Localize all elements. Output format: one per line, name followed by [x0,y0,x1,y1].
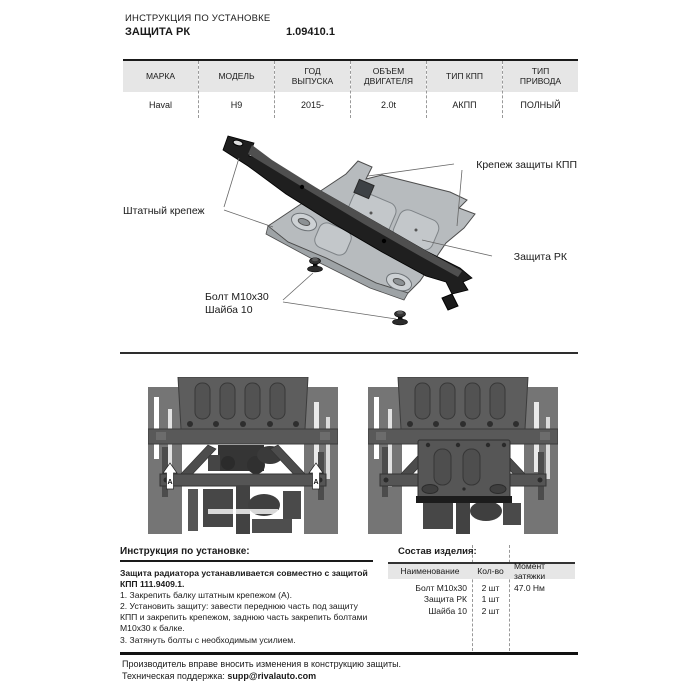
label-kpp-mount: Крепеж защиты КПП [476,159,577,171]
label-washer: Шайба 10 [205,304,253,316]
part-number: 1.09410.1 [286,26,335,38]
bolt-washer-2 [393,311,408,325]
spec-header: ТИП ПРИВОДА [503,61,578,92]
photo-undercarriage-after [368,377,558,534]
installation-instructions [120,546,373,646]
footer-disclaimer: Производитель вправе вносить изменения в конструкцию защиты. [122,659,402,669]
parts-table-header [388,561,575,581]
spec-value: 2015- [300,100,325,110]
label-stock-mount: Штатный крепеж [123,205,205,217]
support-email: supp@rivalauto.com [227,671,317,681]
spec-header: ТИП КПП [427,61,502,92]
instruction-step: 3. Затянуть болты с необходимым усилием. [120,634,296,645]
product-title: ЗАЩИТА РК [125,26,191,38]
spec-value: 2.0t [380,100,396,110]
parts-row: Шайба 10 2 шт [428,605,500,616]
instructions-intro: Защита радиатора устанавливается совместно с защитой КПП 111.9409.1. [120,567,368,589]
spec-col-engine [351,61,427,118]
installed-rk-guard [416,440,512,503]
spec-col-gearbox [427,61,503,118]
instructions-title-rule [120,560,373,562]
spec-col-marka [123,61,199,118]
parts-header-torque: Момент затяжки [514,561,546,581]
spec-value: ПОЛНЫЙ [520,100,561,110]
parts-row: Болт М10х30 2 шт 47.0 Нм [415,582,545,593]
instructions-title: Инструкция по установке: [120,546,250,557]
instruction-step: 2. Установить защиту: завести переднюю часть под защиту КПП и закрепить крепежом, заднюю часть закрепить болтами М10х30 к балке. [120,601,368,634]
footer-rule [120,652,578,655]
spec-col-model [199,61,275,118]
section-divider-rule [120,352,578,354]
footer-support [122,671,316,681]
bolt-washer-1 [308,258,323,272]
footer-support-prefix: Техническая поддержка: [122,671,228,681]
spec-col-drive [503,61,578,118]
spec-value: H9 [230,100,243,110]
spec-col-year [275,61,351,118]
parts-header-qty: Кол-во [477,566,504,576]
parts-list-table [388,545,575,653]
spec-header: ГОД ВЫПУСКА [275,61,350,92]
spec-value: АКПП [452,100,477,110]
exploded-view-diagram [120,130,580,352]
photo-undercarriage-before [148,377,338,534]
spec-header: МОДЕЛЬ [199,61,274,92]
vehicle-spec-table [123,59,578,118]
doc-type-title: ИНСТРУКЦИЯ ПО УСТАНОВКЕ [125,13,271,24]
parts-row: Защита РК 1 шт [423,594,500,605]
marker-a-label: А [167,479,173,486]
marker-a-label: А [313,479,319,486]
parts-table-title: Состав изделия: [398,546,477,557]
spec-header: ОБЪЕМ ДВИГАТЕЛЯ [351,61,426,92]
parts-header-name: Наименование [400,566,460,576]
instruction-step: 1. Закрепить балку штатным крепежом (А). [120,589,292,600]
spec-header: МАРКА [123,61,198,92]
label-rk-guard: Защита РК [513,251,567,263]
label-bolt: Болт М10х30 [205,291,269,303]
spec-value: Haval [148,100,172,110]
